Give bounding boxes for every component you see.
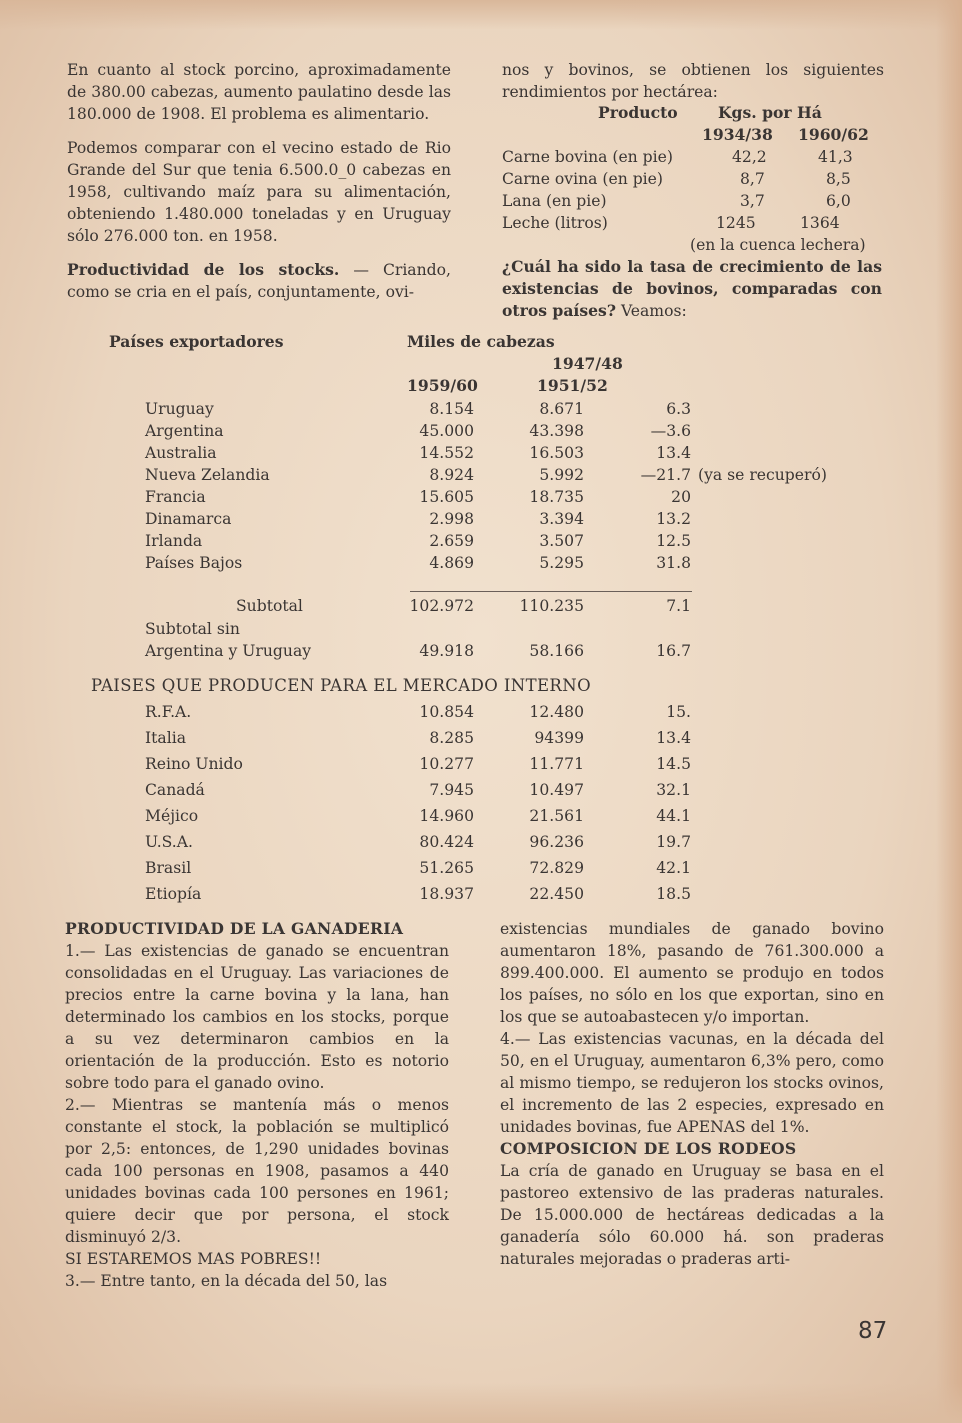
table-divider [410,591,692,592]
productivity-heading: Productividad de los stocks. [67,260,340,279]
yield-label: Leche (litros) [502,214,608,232]
internal-stock-1951: 72.829 [529,859,584,877]
exporter-stock-1959: 45.000 [419,422,474,440]
yield-label: Lana (en pie) [502,192,607,210]
internal-growth: 13.4 [656,729,691,747]
page-edge-top [0,0,962,30]
yield-table-header [502,102,882,124]
yield-row [502,146,882,168]
exporter-growth: —3.6 [650,422,691,440]
yield-value-1934: 8,7 [740,170,765,188]
exporter-country: Países Bajos [145,554,243,572]
right-column-bottom [500,918,884,1270]
yield-value-1960: 8,5 [826,170,851,188]
internal-country: Reino Unido [145,755,243,773]
left-column-bottom [65,918,449,1292]
subtotal-growth: 7.1 [666,597,691,615]
paragraph-herds: La cría de ganado en Uruguay se basa en el pastoreo extensivo de las praderas naturales. De 15.000.000 de hectáreas dedicadas a la ganadería sólo 60.000 há. son praderas naturales mejoradas o praderas arti- [500,1162,884,1268]
internal-stock-1951: 94399 [534,729,584,747]
exporter-stock-1959: 8.154 [429,400,474,418]
yield-value-1934: 42,2 [732,148,767,166]
exporter-country: Irlanda [145,532,203,550]
exporter-country: Uruguay [145,400,214,418]
internal-stock-1951: 96.236 [529,833,584,851]
yield-note: (en la cuenca lechera) [690,236,866,254]
paragraph-point-2: 2.— Mientras se mantenía más o menos constante el stock, la población se multiplicó por 2,5: entonces, de 1,290 unidades bovinas cada 100 personas en 1908, pasamos a 440 unidades bovinas cada 100 persones en 1961; quiere decir que por persona, el stock disminuyó 2/3. [65,1096,449,1246]
subtotal2-growth: 16.7 [656,642,691,660]
yield-value-1934: 3,7 [740,192,765,210]
subtotal2-label-2: Argentina y Uruguay [145,642,312,660]
exporter-stock-1951: 5.295 [539,554,584,572]
internal-country: Canadá [145,781,205,799]
yield-table [502,102,882,322]
internal-stock-1951: 11.771 [529,755,584,773]
exporter-stock-1951: 43.398 [529,422,584,440]
subtotal2-label-1: Subtotal sin [145,620,240,638]
paragraph-world-stocks: existencias mundiales de ganado bovino aumentaron 18%, pasando de 761.300.000 a 899.400.000. El aumento se produjo en todos los países, no sólo en los que exportan, sino en los que se autoabastecen y/o importan. [500,920,884,1026]
paragraph-porcine-stock: En cuanto al stock porcino, aproximadamente de 380.00 cabezas, aumento paulatino desde las 180.000 de 1908. El problema es alimentario. [67,61,451,123]
yield-row [502,190,882,212]
page-number: 87 [858,1318,888,1344]
internal-country: R.F.A. [145,703,192,721]
exporter-stock-1959: 2.659 [429,532,474,550]
exporter-growth: 12.5 [656,532,691,550]
internal-country: Italia [145,729,186,747]
yield-header-unit: Kgs. por Há [718,103,822,122]
page-edge-bottom [0,1383,962,1423]
question-paragraph [502,256,882,322]
internal-stock-1959: 51.265 [419,859,474,877]
internal-stock-1959: 18.937 [419,885,474,903]
exporter-stock-1951: 8.671 [539,400,584,418]
internal-stock-1951: 10.497 [529,781,584,799]
exporter-growth: 31.8 [656,554,691,572]
section-heading-herds: COMPOSICION DE LOS RODEOS [500,1139,797,1158]
internal-stock-1959: 10.277 [419,755,474,773]
exporter-stock-1951: 3.507 [539,532,584,550]
header-1947: 1947/48 [552,354,623,373]
yield-label: Carne ovina (en pie) [502,170,663,188]
yield-value-1960: 6,0 [826,192,851,210]
internal-growth: 18.5 [656,885,691,903]
paragraph-rio-grande: Podemos comparar con el vecino estado de Rio Grande del Sur que tenia 6.500.0_0 cabezas en 1958, cultivando maíz para su alimentación, obteniendo 1.480.000 toneladas y en Uruguay sólo 276.000 ton. en 1958. [67,139,451,245]
internal-country: Etiopía [145,885,202,903]
internal-stock-1959: 7.945 [429,781,474,799]
subtotal2-1959: 49.918 [419,642,474,660]
subtotal-1959: 102.972 [409,597,474,615]
internal-stock-1959: 80.424 [419,833,474,851]
paragraph-yields-intro: nos y bovinos, se obtienen los siguientes rendimientos por hectárea: [502,61,884,101]
exporter-country: Australia [145,444,217,462]
subtotal2-1951: 58.166 [529,642,584,660]
internal-growth: 14.5 [656,755,691,773]
subtotal-1951: 110.235 [519,597,584,615]
yield-row [502,212,882,234]
yield-value-1960: 41,3 [818,148,853,166]
subtotal-label: Subtotal [236,597,303,615]
yield-header-year1: 1934/38 [702,125,773,144]
yield-note-row [502,234,882,256]
exporter-note: (ya se recuperó) [698,466,827,484]
exporter-growth: —21.7 [640,466,691,484]
exporter-growth: 20 [671,488,691,506]
header-countries: Países exportadores [109,332,284,351]
question-bold: ¿Cuál ha sido la tasa de crecimiento de las existencias de bovinos, comparadas con otros países? [502,257,882,320]
exporter-growth: 13.4 [656,444,691,462]
internal-stock-1951: 12.480 [529,703,584,721]
yield-header-product: Producto [598,103,678,122]
exporter-country: Francia [145,488,206,506]
exporter-country: Argentina [145,422,224,440]
exporter-growth: 13.2 [656,510,691,528]
exporter-stock-1959: 15.605 [419,488,474,506]
section-heading-productivity: PRODUCTIVIDAD DE LA GANADERIA [65,919,404,938]
exporter-stock-1959: 2.998 [429,510,474,528]
internal-growth: 44.1 [656,807,691,825]
productivity-text: — Criando, como se cria en el país, conjuntamente, ovi- [67,261,451,301]
exporter-stock-1951: 5.992 [539,466,584,484]
exporter-stock-1959: 8.924 [429,466,474,484]
internal-growth: 42.1 [656,859,691,877]
exporter-stock-1959: 4.869 [429,554,474,572]
exporter-stock-1951: 3.394 [539,510,584,528]
internal-stock-1951: 21.561 [529,807,584,825]
exporter-growth: 6.3 [666,400,691,418]
yield-value-1934: 1245 [716,214,756,232]
internal-growth: 19.7 [656,833,691,851]
yield-table-years [502,124,882,146]
yield-row [502,168,882,190]
yield-label: Carne bovina (en pie) [502,148,673,166]
yield-value-1960: 1364 [800,214,840,232]
exporter-stock-1951: 18.735 [529,488,584,506]
header-1959: 1959/60 [407,376,478,395]
header-1951: 1951/52 [537,376,608,395]
header-units: Miles de cabezas [407,332,555,351]
question-tail: Veamos: [615,302,687,320]
internal-stock-1959: 14.960 [419,807,474,825]
exporter-stock-1951: 16.503 [529,444,584,462]
internal-stock-1959: 8.285 [429,729,474,747]
paragraph-productivity [67,259,451,303]
internal-stock-1959: 10.854 [419,703,474,721]
internal-country: Brasil [145,859,192,877]
page-edge-right [936,0,962,1423]
internal-growth: 15. [666,703,691,721]
exporter-stock-1959: 14.552 [419,444,474,462]
internal-country: U.S.A. [145,833,193,851]
paragraph-point-4: 4.— Las existencias vacunas, en la década del 50, en el Uruguay, aumentaron 6,3% pero, como al mismo tiempo, se redujeron los stocks ovinos, el incremento de las 2 especies, expresado en unidades bovinas, fue APENAS del 1%. [500,1030,884,1136]
paragraph-exclamation: SI ESTAREMOS MAS POBRES!! [65,1250,322,1268]
yield-header-year2: 1960/62 [798,125,869,144]
internal-market-heading: PAISES QUE PRODUCEN PARA EL MERCADO INTERNO [91,676,592,695]
internal-stock-1951: 22.450 [529,885,584,903]
exporter-country: Nueva Zelandia [145,466,270,484]
left-column-top [67,59,451,303]
paragraph-point-3: 3.— Entre tanto, en la década del 50, las [65,1272,388,1290]
internal-country: Méjico [145,807,199,825]
exporter-country: Dinamarca [145,510,232,528]
right-column-top [502,59,884,103]
internal-growth: 32.1 [656,781,691,799]
paragraph-point-1: 1.— Las existencias de ganado se encuentran consolidadas en el Uruguay. Las variaciones de precios entre la carne bovina y la lana, han determinado los cambios en los stocks, porque a su vez determinaron cambios en la orientación de la producción. Esto es notorio sobre todo para el ganado ovino. [65,942,449,1092]
